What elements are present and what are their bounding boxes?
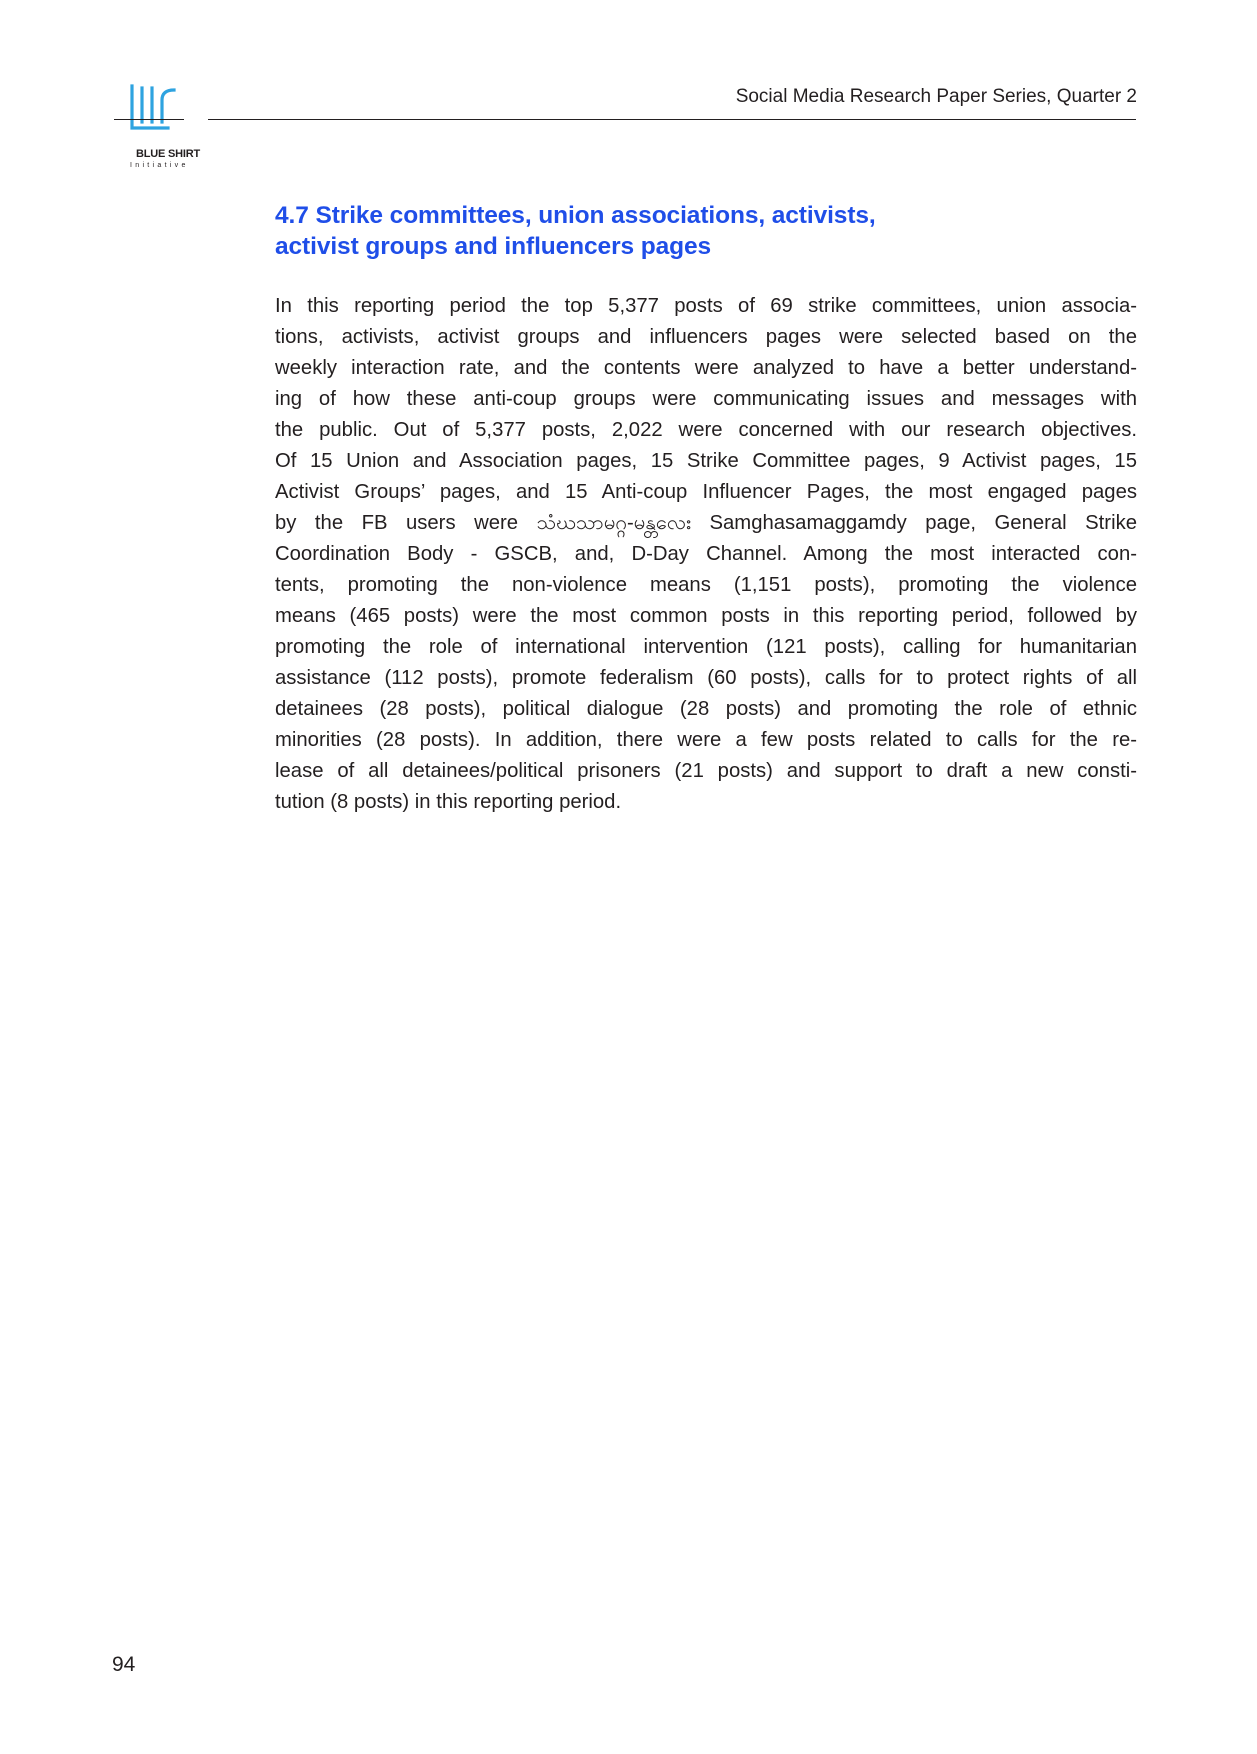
section-title-line-1: 4.7 Strike committees, union associations, activists, — [275, 202, 876, 229]
body-line: by the FB users were သံဃသာမဂ္ဂ-မန္တလေး Samghasamaggamdy page, General Strike — [275, 512, 1137, 534]
section-title-line-2: activist groups and influencers pages — [275, 233, 712, 260]
body-line: promoting the role of international intervention (121 posts), calling for humanitarian — [275, 636, 1137, 658]
section-title — [275, 200, 1035, 262]
body-paragraph — [275, 291, 1137, 818]
logo-name: BLUE SHIRT — [135, 148, 200, 160]
blue-shirt-logo — [118, 84, 218, 174]
body-line: assistance (112 posts), promote federalism (60 posts), calls for to protect rights of all — [275, 667, 1137, 689]
header-rule — [114, 119, 1136, 120]
body-line: In this reporting period the top 5,377 posts of 69 strike committees, union associa- — [275, 295, 1137, 317]
body-line: means (465 posts) were the most common posts in this reporting period, followed by — [275, 605, 1137, 627]
running-head: Social Media Research Paper Series, Quarter 2 — [735, 86, 1137, 107]
body-line: Activist Groups’ pages, and 15 Anti-coup Influencer Pages, the most engaged pages — [275, 481, 1137, 503]
body-line: ing of how these anti-coup groups were communicating issues and messages with — [275, 388, 1137, 410]
body-line: weekly interaction rate, and the contents were analyzed to have a better understand- — [275, 357, 1137, 379]
body-line: the public. Out of 5,377 posts, 2,022 were concerned with our research objectives. — [275, 419, 1137, 441]
page-number: 94 — [112, 1653, 136, 1676]
logo-subtitle: Initiative — [130, 162, 189, 169]
body-line: Coordination Body - GSCB, and, D-Day Channel. Among the most interacted con- — [275, 543, 1137, 565]
body-line: minorities (28 posts). In addition, there were a few posts related to calls for the re- — [275, 729, 1137, 751]
body-line: tions, activists, activist groups and influencers pages were selected based on the — [275, 326, 1137, 348]
body-line: lease of all detainees/political prisoners (21 posts) and support to draft a new consti- — [275, 760, 1137, 782]
body-line: tution (8 posts) in this reporting period. — [275, 791, 622, 813]
body-line: detainees (28 posts), political dialogue (28 posts) and promoting the role of ethnic — [275, 698, 1137, 720]
body-line: Of 15 Union and Association pages, 15 Strike Committee pages, 9 Activist pages, 15 — [275, 450, 1137, 472]
header-rule-gap — [184, 112, 208, 126]
body-line: tents, promoting the non-violence means (1,151 posts), promoting the violence — [275, 574, 1137, 596]
